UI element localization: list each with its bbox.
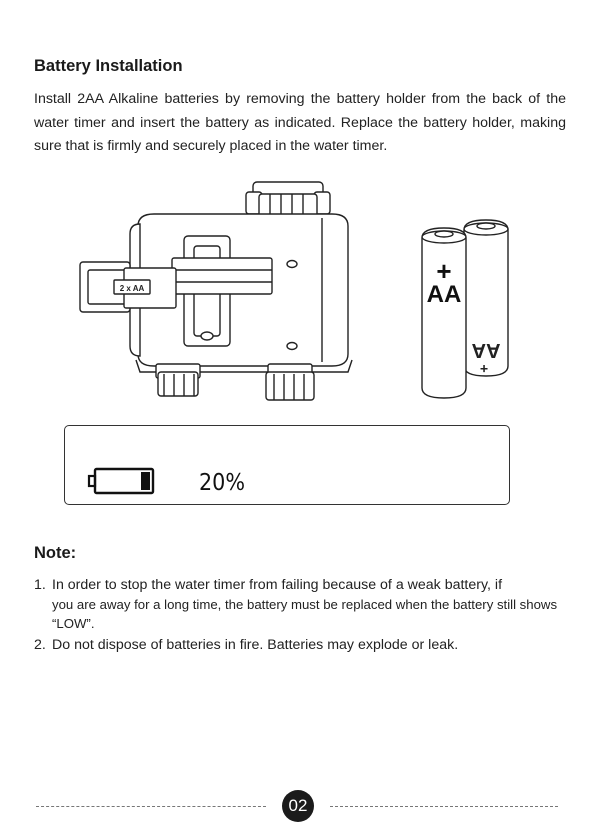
svg-text:AA: AA [471, 339, 501, 361]
lcd-display-panel [64, 425, 510, 505]
footer-divider-left [36, 806, 266, 807]
battery-percent: 20% [199, 470, 246, 496]
note-number: 2. [34, 637, 46, 653]
intro-paragraph: Install 2AA Alkaline batteries by removing the battery holder from the back of the water timer and insert the battery as indicated. Replace the battery holder, making sure that is firmly and securely placed in the water timer. [34, 91, 566, 154]
battery-plus: + [436, 256, 452, 286]
note-text: Do not dispose of batteries in fire. Batteries may explode or leak. [52, 637, 459, 653]
notes-list [34, 576, 568, 655]
footer-divider-right [330, 806, 558, 807]
page-number: 02 [282, 790, 314, 822]
note-number: 1. [34, 577, 46, 593]
aa-battery-back [464, 220, 508, 377]
battery-level-fill [141, 472, 150, 490]
hose-outlets [156, 364, 314, 400]
battery-level-icon [87, 466, 157, 496]
note-item-1 [34, 576, 568, 633]
section-title: Battery Installation [34, 57, 183, 75]
holder-label: 2 x AA [119, 284, 145, 293]
note-item-2 [34, 636, 568, 655]
note-title: Note: [34, 544, 77, 562]
water-timer-illustration [76, 176, 516, 404]
note-text-continued: you are away for a long time, the battery must be replaced when the battery still shows “LOW”. [52, 597, 558, 631]
note-text-line: In order to stop the water timer from failing because of a weak battery, if [52, 577, 503, 593]
svg-text:+: + [479, 361, 489, 377]
aa-battery-front [422, 228, 466, 398]
page-footer [36, 790, 558, 822]
battery-label: AA [426, 281, 462, 308]
